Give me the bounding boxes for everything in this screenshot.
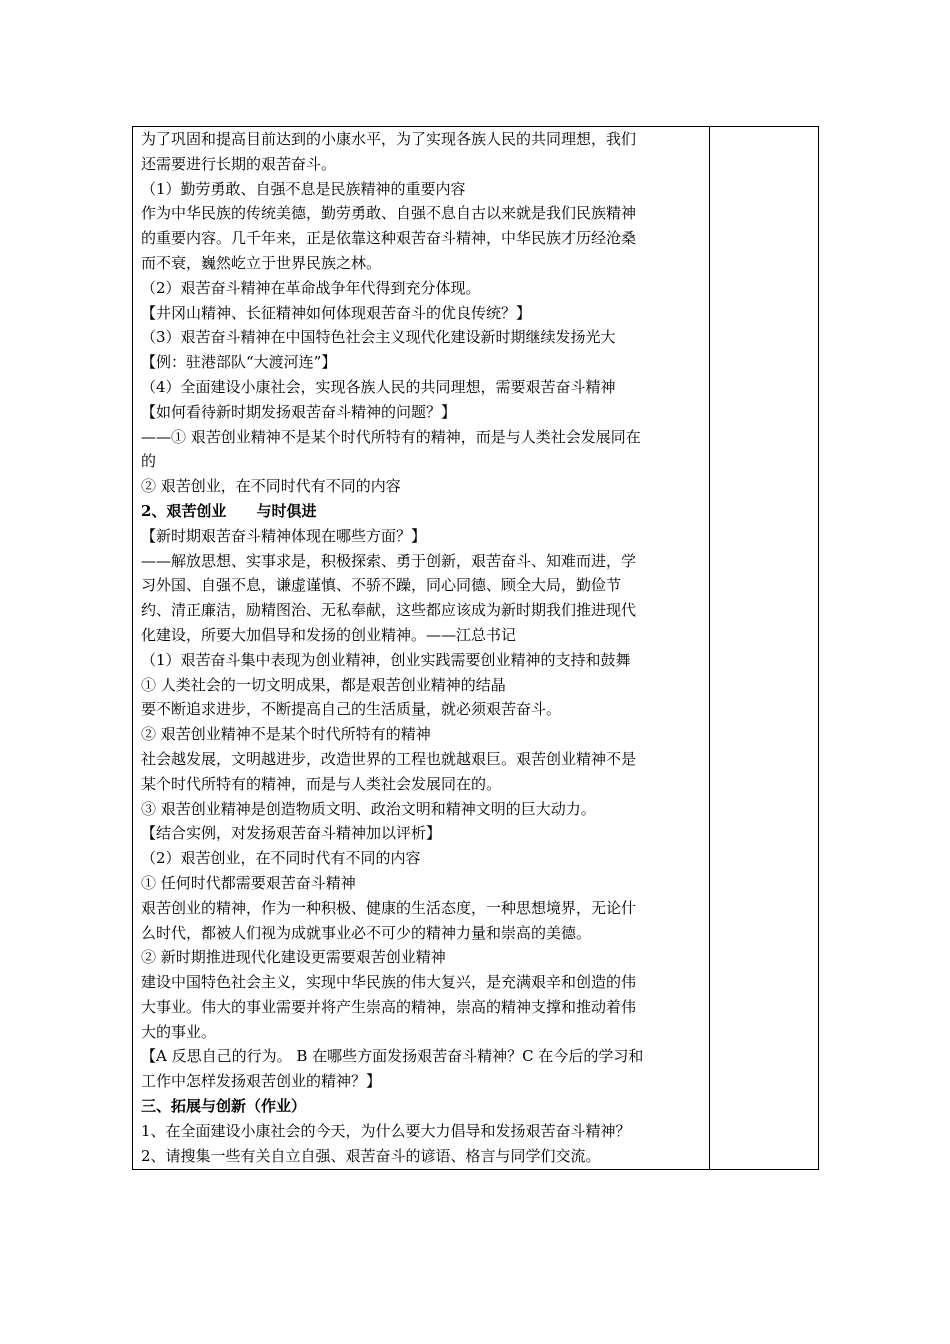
text-line: 1、在全面建设小康社会的今天，为什么要大力倡导和发扬艰苦奋斗精神？ (141, 1121, 631, 1140)
text-line: 而不衰，巍然屹立于世界民族之林。 (141, 253, 382, 272)
text-line: 建设中国特色社会主义，实现中华民族的伟大复兴，是充满艰辛和创造的伟 (141, 973, 637, 992)
text-line: 大事业。伟大的事业需要并将产生崇高的精神，崇高的精神支撑和推动着伟 (141, 997, 637, 1016)
text-line: 【结合实例，对发扬艰苦奋斗精神加以评析】 (141, 824, 442, 843)
text-line: ② 新时期推进现代化建设更需要艰苦创业精神 (141, 948, 446, 967)
text-line: 为了巩固和提高目前达到的小康水平，为了实现各族人民的共同理想，我们 (141, 130, 637, 148)
text-line: 某个时代所特有的精神，而是与人类社会发展同在的。 (141, 774, 502, 793)
section-heading: 三、拓展与创新（作业） (141, 1097, 307, 1116)
text-line: 习外国、自强不息，谦虚谨慎、不骄不躁，同心同德、顾全大局，勤俭节 (141, 576, 622, 595)
text-line: （2）艰苦奋斗精神在革命战争年代得到充分体现。 (141, 278, 481, 297)
notes-column-divider (709, 127, 710, 1169)
lesson-table (132, 126, 819, 1170)
text-line: 【如何看待新时期发扬艰苦奋斗精神的问题？】 (141, 402, 457, 421)
text-line: （1）艰苦奋斗集中表现为创业精神，创业实践需要创业精神的支持和鼓舞 (141, 650, 631, 669)
text-line: 2、请搜集一些有关自立自强、艰苦奋斗的谚语、格言与同学们交流。 (141, 1146, 601, 1165)
text-line: ② 艰苦创业，在不同时代有不同的内容 (141, 477, 401, 496)
text-line: 【井冈山精神、长征精神如何体现艰苦奋斗的优良传统？】 (141, 303, 532, 322)
text-line: 的重要内容。几千年来，正是依靠这种艰苦奋斗精神，中华民族才历经沧桑 (141, 229, 637, 248)
text-line: 工作中怎样发扬艰苦创业的精神？】 (141, 1072, 382, 1091)
text-line: ——① 艰苦创业精神不是某个时代所特有的精神，而是与人类社会发展同在 (141, 427, 641, 446)
text-line: 【新时期艰苦奋斗精神体现在哪些方面？】 (141, 526, 427, 545)
text-line: ③ 艰苦创业精神是创造物质文明、政治文明和精神文明的巨大动力。 (141, 799, 596, 818)
text-line: 艰苦创业的精神，作为一种积极、健康的生活态度，一种思想境界，无论什 (141, 898, 637, 917)
text-line: 社会越发展，文明越进步，改造世界的工程也就越艰巨。艰苦创业精神不是 (141, 749, 637, 768)
text-line: 约、清正廉洁，励精图治、无私奉献，这些都应该成为新时期我们推进现代 (141, 601, 637, 620)
section-heading: 2、艰苦创业 与时俱进 (141, 501, 317, 520)
text-line: （2）艰苦创业，在不同时代有不同的内容 (141, 849, 421, 868)
text-line: 【A 反思自己的行为。 B 在哪些方面发扬艰苦奋斗精神？C 在今后的学习和 (141, 1047, 644, 1066)
text-line: 大的事业。 (141, 1022, 217, 1041)
text-line: 作为中华民族的传统美德，勤劳勇敢、自强不息自古以来就是我们民族精神 (141, 204, 637, 223)
text-line: ——解放思想、实事求是，积极探索、勇于创新，艰苦奋斗、知难而进，学 (141, 551, 637, 570)
text-line: 要不断追求进步，不断提高自己的生活质量，就必须艰苦奋斗。 (141, 700, 562, 719)
text-line: （1）勤劳勇敢、自强不息是民族精神的重要内容 (141, 179, 466, 198)
text-line: 么时代，都被人们视为成就事业必不可少的精神力量和崇高的美德。 (141, 923, 592, 942)
text-line: 【例：驻港部队“大渡河连”】 (141, 353, 337, 372)
text-line: 化建设，所要大加倡导和发扬的创业精神。——江总书记 (141, 625, 517, 644)
lesson-content-cell (141, 127, 703, 1168)
text-line: （3）艰苦奋斗精神在中国特色社会主义现代化建设新时期继续发扬光大 (141, 328, 616, 347)
text-line: （4）全面建设小康社会，实现各族人民的共同理想，需要艰苦奋斗精神 (141, 377, 616, 396)
text-line: 的 (141, 452, 157, 471)
text-line: ② 艰苦创业精神不是某个时代所特有的精神 (141, 725, 431, 744)
text-line: 还需要进行长期的艰苦奋斗。 (141, 154, 337, 173)
text-line: ① 任何时代都需要艰苦奋斗精神 (141, 873, 356, 892)
text-line: ① 人类社会的一切文明成果，都是艰苦创业精神的结晶 (141, 675, 506, 694)
